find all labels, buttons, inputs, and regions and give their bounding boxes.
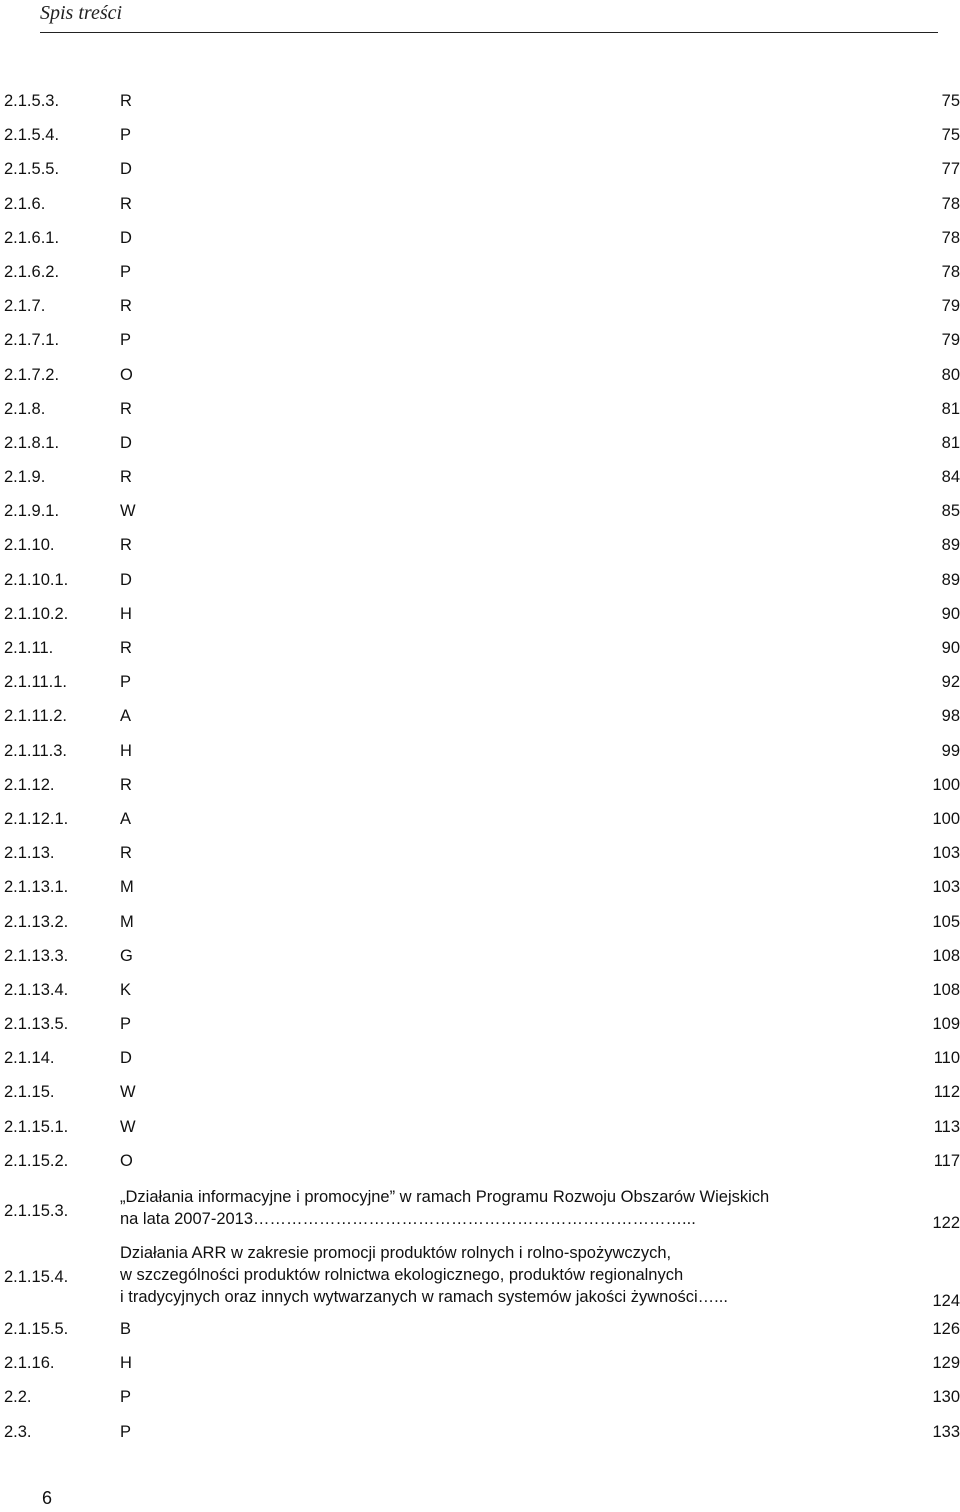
toc-entry-title-line: na lata 2007-2013……………………………………………………………………... bbox=[120, 1210, 696, 1228]
toc-entry-page: 112 bbox=[933, 1083, 960, 1102]
toc-entry-page: 92 bbox=[941, 673, 960, 692]
toc-entry-page: 78 bbox=[941, 262, 960, 281]
toc-entry-page: 108 bbox=[932, 946, 960, 965]
toc-entry[interactable] bbox=[0, 160, 960, 194]
toc-entry-number: 2.1.7.1. bbox=[4, 331, 60, 350]
toc-entry-number: 2.1.6. bbox=[4, 194, 46, 213]
toc-entry-page: 75 bbox=[941, 126, 960, 145]
toc-entry-number: 2.1.12.1. bbox=[4, 809, 69, 828]
toc-entry-title-line: w szczególności produktów rolnictwa ekologicznego, produktów regionalnych bbox=[120, 1266, 684, 1284]
header-title: Spis treści bbox=[40, 2, 123, 24]
toc-entry-page: 113 bbox=[933, 1117, 960, 1136]
toc-entry-number: 2.1.11.3. bbox=[4, 741, 67, 760]
toc-entry-number: 2.1.5.3. bbox=[4, 92, 60, 110]
toc-entry-title[interactable]: R bbox=[120, 639, 132, 657]
toc-entry-page: 124 bbox=[932, 1292, 960, 1310]
toc-entry[interactable] bbox=[0, 707, 960, 741]
toc-entry-title[interactable]: O bbox=[120, 1151, 133, 1170]
toc-entry[interactable] bbox=[0, 878, 960, 912]
toc-entry-title[interactable]: M bbox=[120, 912, 134, 931]
toc-entry-number: 2.1.8. bbox=[4, 399, 46, 418]
toc-entry[interactable] bbox=[0, 1152, 960, 1186]
toc-entry[interactable] bbox=[0, 947, 960, 981]
toc-entry[interactable] bbox=[0, 913, 960, 947]
toc-entry-title[interactable]: A bbox=[120, 707, 132, 726]
toc-entry[interactable] bbox=[0, 331, 960, 365]
toc-entry-title[interactable]: W bbox=[120, 502, 136, 521]
toc-entry[interactable] bbox=[0, 844, 960, 878]
toc-entry-page: 110 bbox=[933, 1049, 960, 1068]
toc-entry[interactable] bbox=[0, 1049, 960, 1083]
toc-entry[interactable] bbox=[0, 126, 960, 160]
toc-entry-title[interactable]: D bbox=[120, 228, 132, 247]
toc-entry[interactable] bbox=[0, 571, 960, 605]
toc-entry-number: 2.1.15.2. bbox=[4, 1151, 69, 1170]
toc-entry-number: 2.1.13.1. bbox=[4, 878, 69, 897]
toc-entry-title[interactable]: H bbox=[120, 604, 132, 623]
toc-entry-title[interactable]: P bbox=[120, 1388, 132, 1407]
toc-entry-title-line: i tradycyjnych oraz innych wytwarzanych w ramach systemów jakości żywności…... bbox=[120, 1288, 728, 1306]
toc-entry-title[interactable]: D bbox=[120, 570, 132, 589]
toc-entry-number: 2.1.13.2. bbox=[4, 912, 69, 931]
toc-entry[interactable] bbox=[0, 468, 960, 502]
toc-entry-number: 2.1.5.4. bbox=[4, 126, 60, 145]
toc-entry-page: 108 bbox=[932, 980, 960, 999]
toc-entry-page: 100 bbox=[932, 809, 960, 828]
toc-entry[interactable] bbox=[0, 776, 960, 810]
toc-entry-title[interactable]: R bbox=[120, 92, 132, 110]
toc-entry-title[interactable]: O bbox=[120, 365, 133, 384]
toc-entry-page: 80 bbox=[941, 365, 960, 384]
toc-entry-page: 129 bbox=[932, 1354, 960, 1373]
toc-entry-title-line: Działania ARR w zakresie promocji produktów rolnych i rolno-spożywczych, bbox=[120, 1244, 672, 1262]
page-number: 6 bbox=[42, 1488, 53, 1508]
toc-entry[interactable] bbox=[0, 1320, 960, 1354]
toc-entry[interactable] bbox=[0, 639, 960, 673]
toc-entry-number: 2.1.6.1. bbox=[4, 228, 60, 247]
toc-entry[interactable] bbox=[0, 1118, 960, 1152]
toc-entry-number: 2.1.15.1. bbox=[4, 1117, 69, 1136]
toc-entry-page: 85 bbox=[941, 502, 960, 521]
toc-entry-number: 2.1.8.1. bbox=[4, 433, 60, 452]
toc-entry-title[interactable]: R bbox=[120, 297, 132, 316]
toc-entry-page: 126 bbox=[932, 1320, 960, 1338]
toc-entry[interactable] bbox=[0, 536, 960, 570]
toc-entry-title[interactable]: W bbox=[120, 1083, 136, 1102]
toc-entry-title[interactable]: G bbox=[120, 946, 133, 965]
toc-entry-title[interactable]: R bbox=[120, 468, 132, 487]
toc-entry-title[interactable]: D bbox=[120, 433, 132, 452]
toc-entry-number: 2.1.9.1. bbox=[4, 502, 60, 521]
toc-entry-number: 2.1.6.2. bbox=[4, 262, 60, 281]
toc-entry-number: 2.1.13. bbox=[4, 844, 55, 863]
toc-entry-page: 84 bbox=[941, 468, 960, 487]
toc-entry-page: 90 bbox=[941, 604, 960, 623]
toc-entry-number: 2.1.11. bbox=[4, 639, 54, 657]
toc-entry-title[interactable]: M bbox=[120, 878, 134, 897]
toc-entry[interactable] bbox=[0, 434, 960, 468]
toc-entry-page: 99 bbox=[941, 741, 960, 760]
toc-entry-number: 2.1.10. bbox=[4, 536, 55, 555]
toc-entry-page: 90 bbox=[941, 639, 960, 657]
toc-entry-title[interactable]: P bbox=[120, 126, 132, 145]
toc-entry-page: 89 bbox=[941, 570, 960, 589]
toc-entry-page: 78 bbox=[941, 194, 960, 213]
toc-entry-page: 89 bbox=[941, 536, 960, 555]
toc-entry-page: 79 bbox=[941, 331, 960, 350]
toc-entry-page: 78 bbox=[941, 228, 960, 247]
toc-entry-number: 2.1.10.2. bbox=[4, 604, 69, 623]
toc-entry[interactable] bbox=[0, 502, 960, 536]
header-rule bbox=[40, 32, 938, 33]
toc-entry-number: 2.1.10.1. bbox=[4, 570, 69, 589]
toc-entry[interactable] bbox=[0, 673, 960, 707]
toc-entry-page: 105 bbox=[932, 912, 960, 931]
toc-entry-title[interactable]: R bbox=[120, 844, 132, 863]
page-header bbox=[0, 0, 960, 36]
toc-entry-title[interactable]: R bbox=[120, 775, 132, 794]
toc-entry[interactable] bbox=[0, 742, 960, 776]
toc-entry[interactable] bbox=[0, 1423, 960, 1457]
toc-entry[interactable] bbox=[0, 810, 960, 844]
toc-entry-number: 2.3. bbox=[4, 1422, 32, 1441]
toc-entry-title[interactable]: R bbox=[120, 536, 132, 555]
toc-entry-number: 2.1.14. bbox=[4, 1049, 55, 1068]
toc-entry[interactable] bbox=[0, 263, 960, 297]
toc-entry-number: 2.1.15.4. bbox=[4, 1268, 69, 1286]
toc-entry-number: 2.1.7.2. bbox=[4, 365, 60, 384]
toc-entry[interactable] bbox=[0, 1354, 960, 1388]
toc-entry-page: 100 bbox=[932, 775, 960, 794]
toc-entry-number: 2.1.15.5. bbox=[4, 1320, 69, 1338]
toc-entry[interactable] bbox=[0, 229, 960, 263]
toc-entry-page: 81 bbox=[941, 399, 960, 418]
toc-entry-number: 2.1.15.3. bbox=[4, 1202, 69, 1220]
toc-entry-page: 75 bbox=[941, 92, 960, 110]
toc-entry-number: 2.1.13.5. bbox=[4, 1015, 69, 1034]
toc-entry-number: 2.1.9. bbox=[4, 468, 46, 487]
toc-entry-title[interactable]: P bbox=[120, 673, 132, 692]
toc-entry-page: 122 bbox=[932, 1214, 960, 1232]
toc-entry-page: 133 bbox=[932, 1422, 960, 1441]
toc-entry-title[interactable]: P bbox=[120, 331, 132, 350]
toc-entry-number: 2.1.15. bbox=[4, 1083, 55, 1102]
toc-entry[interactable] bbox=[0, 1015, 960, 1049]
toc-entry[interactable] bbox=[0, 605, 960, 639]
toc-entry-number: 2.1.11.1. bbox=[4, 673, 67, 692]
toc-entry[interactable] bbox=[0, 92, 960, 126]
toc-entry[interactable] bbox=[0, 1186, 960, 1242]
toc-entry-page: 109 bbox=[932, 1015, 960, 1034]
table-of-contents bbox=[0, 92, 960, 1457]
toc-entry-page: 81 bbox=[941, 433, 960, 452]
toc-entry[interactable] bbox=[0, 1388, 960, 1422]
toc-entry-title[interactable]: R bbox=[120, 399, 132, 418]
toc-entry-page: 103 bbox=[932, 878, 960, 897]
toc-entry-page: 98 bbox=[941, 707, 960, 726]
toc-entry-title[interactable]: A bbox=[120, 809, 132, 828]
toc-entry[interactable] bbox=[0, 981, 960, 1015]
toc-entry-title[interactable]: P bbox=[120, 262, 132, 281]
toc-entry-number: 2.1.16. bbox=[4, 1354, 55, 1373]
toc-entry-title[interactable] bbox=[120, 1186, 920, 1230]
toc-entry-title[interactable]: P bbox=[120, 1422, 132, 1441]
toc-entry-title[interactable]: R bbox=[120, 194, 132, 213]
toc-entry[interactable] bbox=[0, 400, 960, 434]
toc-entry-title[interactable]: B bbox=[120, 1320, 132, 1338]
toc-entry[interactable] bbox=[0, 195, 960, 229]
toc-entry-number: 2.1.11.2. bbox=[4, 707, 67, 726]
toc-entry-number: 2.1.7. bbox=[4, 297, 46, 316]
toc-entry-number: 2.1.5.5. bbox=[4, 160, 60, 179]
toc-entry[interactable] bbox=[0, 366, 960, 400]
toc-entry-title[interactable]: W bbox=[120, 1117, 136, 1136]
toc-entry-number: 2.1.13.4. bbox=[4, 980, 69, 999]
toc-entry-title[interactable]: P bbox=[120, 1015, 132, 1034]
toc-entry-title[interactable]: H bbox=[120, 741, 132, 760]
toc-entry-page: 77 bbox=[941, 160, 960, 179]
toc-entry[interactable] bbox=[0, 297, 960, 331]
toc-entry-title[interactable] bbox=[120, 1242, 920, 1308]
toc-entry-number: 2.1.12. bbox=[4, 775, 55, 794]
toc-entry-page: 117 bbox=[933, 1151, 960, 1170]
toc-entry-title[interactable]: D bbox=[120, 1049, 132, 1068]
toc-entry-number: 2.2. bbox=[4, 1388, 32, 1407]
toc-entry-title[interactable]: K bbox=[120, 980, 132, 999]
toc-entry-title-line: „Działania informacyjne i promocyjne” w ramach Programu Rozwoju Obszarów Wiejskich bbox=[120, 1188, 770, 1206]
toc-entry-page: 130 bbox=[932, 1388, 960, 1407]
toc-entry[interactable] bbox=[0, 1242, 960, 1320]
toc-entry-number: 2.1.13.3. bbox=[4, 946, 69, 965]
toc-entry-title[interactable]: H bbox=[120, 1354, 132, 1373]
toc-entry-page: 79 bbox=[941, 297, 960, 316]
toc-entry-title[interactable]: D bbox=[120, 160, 132, 179]
toc-entry-page: 103 bbox=[932, 844, 960, 863]
toc-entry[interactable] bbox=[0, 1083, 960, 1117]
